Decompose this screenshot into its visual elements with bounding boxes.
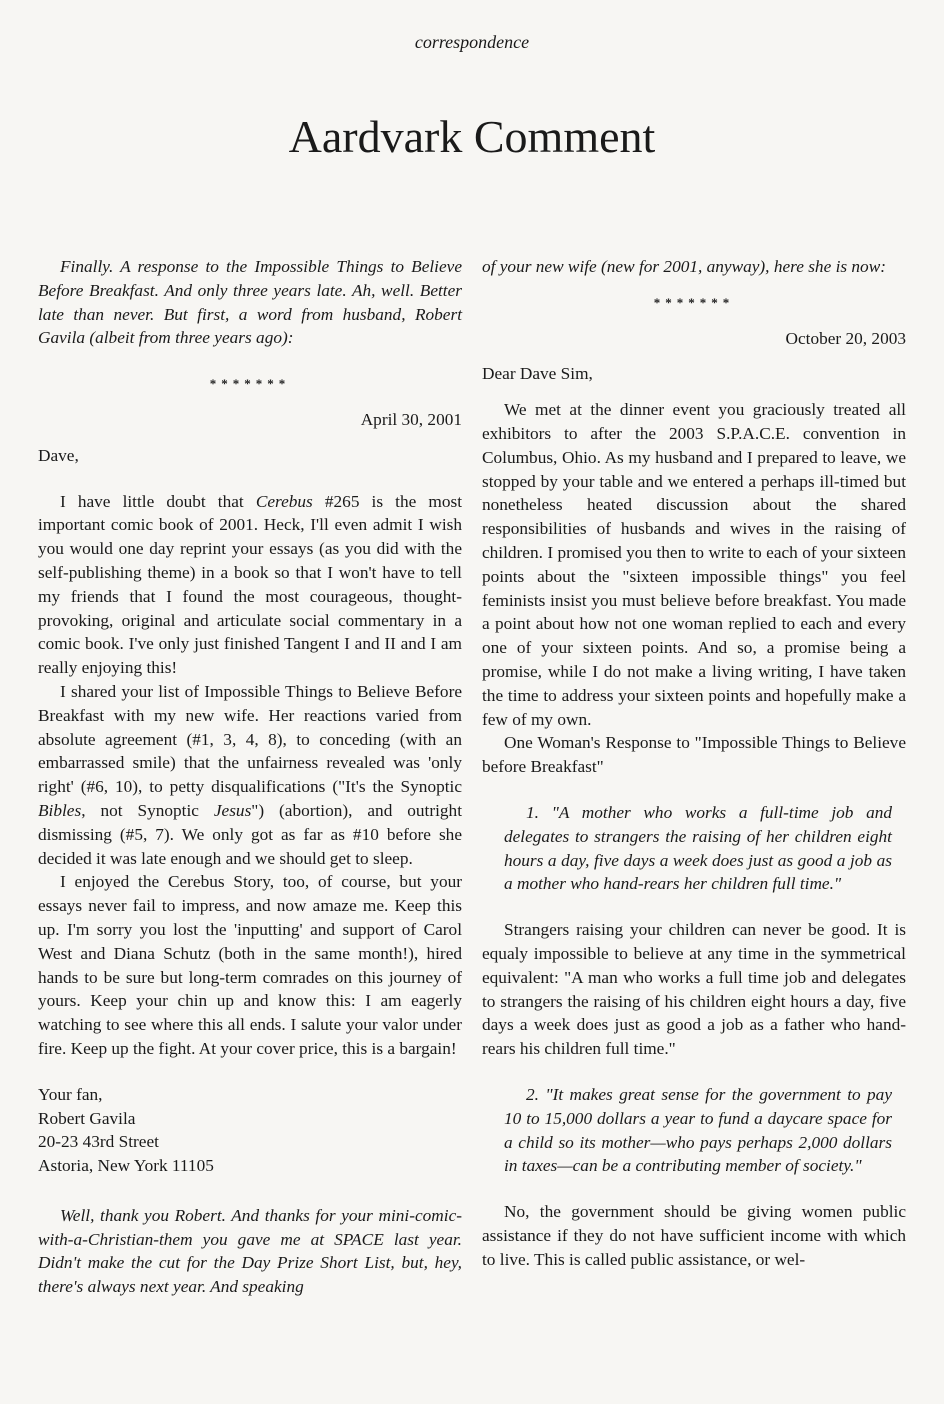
separator-stars: ******* [209, 376, 291, 392]
letter-paragraph: Strangers raising your children can never be good. It is equaly impossible to believe at any time in the symmetrical equivalent: "A man who works a full time job and delegates to strangers the raising of his children eight hours a day, five days a week does just as good a job as a father who hand-rears his children full time." [482, 920, 906, 1059]
letter-paragraph [38, 490, 462, 680]
letter-salutation: Dear Dave Sim, [482, 364, 593, 384]
letter-paragraph: No, the government should be giving women public assistance if they do not have sufficient income with which to live. This is called public assistance, or wel- [482, 1202, 906, 1269]
text-run: I have little doubt that [60, 491, 256, 511]
editor-intro: Finally. A response to the Impossible Things to Believe Before Breakfast. And only three years late. Ah, well. Better late than never. But first, a word from husband, Robert Gavila (albeit from three years ago): [38, 257, 462, 348]
text-run: I shared your list of Impossible Things to Believe Before Breakfast with my new wife. Her reactions varied from absolute agreement (#1, 3, 4, 8), to conceding (with an embarrassed smile) that the unfairness revealed was 'only right' (#6, 10), to petty disqualifications ("It's the Synoptic [38, 681, 462, 797]
left-column [38, 255, 462, 1299]
editor-reply: Well, thank you Robert. And thanks for your mini-comic-with-a-Christian-them you gave me at SPACE last year. Didn't make the cut for the Day Prize Short List, but, hey, there's always next year. And speaking [38, 1205, 462, 1297]
text-emphasis: Jesus [213, 800, 252, 820]
separator-stars: ******* [653, 294, 735, 310]
quoted-point-text: 1. "A mother who works a full-time job and delegates to strangers the raising of her children eight hours a day, five days a week does just as good a job as a mother who hand-rears her children full time." [504, 802, 892, 894]
signature-line: Astoria, New York 11105 [38, 1156, 214, 1176]
letter-paragraph: We met at the dinner event you graciously treated all exhibitors to after the 2003 S.P.A.C.E. convention in Columbus, Ohio. As my husband and I prepared to leave, we stopped by your table and we entered a perhaps ill-timed but nonetheless heated discussion about the shared responsibilities of husbands and wives in the raising of children. I promised you then to write to each of your sixteen points about the "sixteen impossible things" you feel feminists insist you must believe before breakfast. You made a point about how not one woman replied to each and every one of your sixteen points. And so, a promise being a promise, while I do not make a living writing, I have taken the time to address your sixteen points and hopefully make a few of my own. [482, 400, 906, 729]
signature-line: Robert Gavila [38, 1108, 136, 1128]
letter-date: April 30, 2001 [360, 409, 462, 429]
article-title: Aardvark Comment [288, 111, 656, 162]
right-column [482, 255, 906, 1271]
section-label: correspondence [414, 32, 530, 52]
letter-date: October 20, 2003 [785, 328, 906, 348]
text-run: , not Synoptic [81, 800, 214, 820]
text-emphasis: Bibles [38, 800, 82, 820]
letter-paragraph [38, 680, 462, 870]
letter-paragraph: One Woman's Response to "Impossible Things to Believe before Breakfast" [482, 733, 906, 777]
letter-paragraph: I enjoyed the Cerebus Story, too, of course, but your essays never fail to impress, and now amaze me. Keep this up. I'm sorry you lost the 'inputting' and support of Carol West and Diana Schutz (both in the same month!), hired hands to be sure but long-term comrades on this journey of yours. Keep your chin up and know this: I am eagerly watching to see where this all ends. I salute your valor under fire. Keep up the fight. At your cover price, this is a bargain! [38, 872, 462, 1058]
quoted-point [482, 1083, 906, 1178]
letter-salutation: Dave, [38, 445, 79, 465]
quoted-point-text: 2. "It makes great sense for the government to pay 10 to 15,000 dollars a year to fund a daycare space for a child so its mother—who pays perhaps 2,000 dollars in taxes—can be a contributing member of society." [504, 1084, 892, 1176]
text-emphasis: Cerebus [255, 491, 313, 511]
editor-reply-continued: of your new wife (new for 2001, anyway), here she is now: [482, 257, 886, 276]
text-run: #265 is the most important comic book of 2001. Heck, I'll even admit I wish you would one day reprint your essays (as you did with the self-publishing theme) in a book so that I won't have to tell my friends that I found the most courageous, thought-provoking, original and articulate social commentary in a comic book. I've only just finished Tangent I and II and I am really enjoying this! [38, 491, 462, 678]
quoted-point [482, 801, 906, 896]
text-run: ") (abortion), and outright dismissing (#5, 7). We only got as far as #10 before she decided it was late enough and we should get to sleep. [38, 800, 462, 868]
letter-signature [38, 1083, 462, 1178]
signature-line: Your fan, [38, 1084, 103, 1104]
signature-line: 20-23 43rd Street [38, 1132, 159, 1152]
